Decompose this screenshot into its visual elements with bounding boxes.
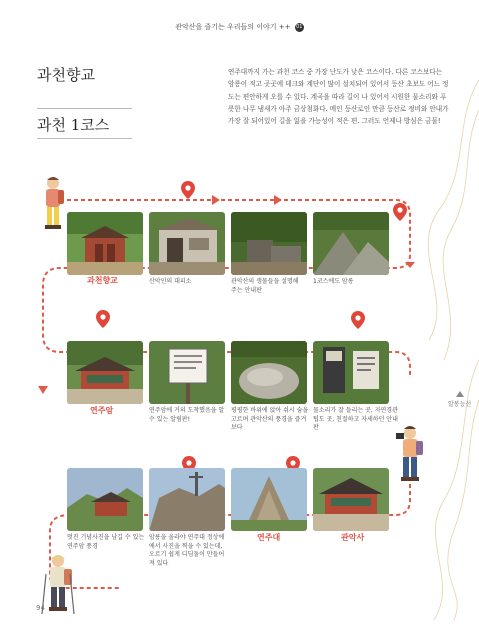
photo-yeonjuam-view xyxy=(67,468,143,531)
map-pin-icon xyxy=(393,203,407,221)
photo-mountaineer-shelter xyxy=(149,212,225,275)
header-number: 01 xyxy=(296,23,303,30)
caption-flat-rock: 평평한 바위에 앉아 쉬시 숨을 고르며 관악산의 풍경을 즐겨보다 xyxy=(231,407,309,432)
caption-yeonjudae: 연주대 xyxy=(257,533,281,542)
caption-notice-board: 연주암에 거의 도착했음을 알 수 있는 알림판! xyxy=(149,407,225,423)
map-pin-icon xyxy=(181,181,195,199)
photo-notice-board xyxy=(149,341,225,404)
map-pin-icon xyxy=(351,311,365,329)
caption-course-rocks: 1코스에도 암릉 xyxy=(313,278,354,285)
hiker-with-poles-illustration xyxy=(40,552,76,616)
intro-paragraph: 연주대까지 가는 과천 코스 중 가장 난도가 낮은 코스이다. 다른 코스보다는 암릉이 적고 곳곳에 데크와 계단이 많이 설치되어 있어서 등산 초보도 어느 정도는 편안하게 오를 수 있다. 계곡을 따라 길이 나 있어서 시원한 물소리와 푸릇한 나무 냄새가 아주 금상첨화다. 메인 등산로인 만큼 등산로 정비와 안내가 가장 잘 되어있어 길을 잃을 가능성이 적은 편. 그러도 언제나 방심은 금물! xyxy=(228,68,449,126)
map-pin-icon xyxy=(96,310,110,328)
photo-yeonjudae xyxy=(231,468,307,531)
triangle-marker-icon xyxy=(456,391,464,397)
photo-course1-rocks xyxy=(313,212,389,275)
caption-yeonjuam: 연주암 xyxy=(90,406,114,415)
photo-rock-steps xyxy=(149,468,225,531)
caption-guide-sign: 물소리가 잘 들리는 곳, 자연경관 팁도 곳, 친절하고 자세하던 안내판 xyxy=(313,407,398,432)
caption-gwanaksa: 관악사 xyxy=(341,533,365,542)
side-label-albong-ridge xyxy=(448,391,471,408)
caption-info-board: 관악산의 생물들을 설명해주는 안내판 xyxy=(231,278,299,294)
caption-yeonjuam-view: 멋진 기념사진을 남길 수 있는 연주암 풍경 xyxy=(67,534,145,550)
page-number: 94 xyxy=(36,604,45,612)
caption-rock-steps: 암릉을 올라야 연주대 정상에에서 사진을 찍을 수 있는데, 오르기 쉽게 디딤돌이 만들어져 있다 xyxy=(149,534,225,567)
photo-guide-sign xyxy=(313,341,389,404)
photo-flat-rock xyxy=(231,341,307,404)
photo-yeonjuam xyxy=(67,341,143,404)
heading-gwacheon-hyanggyo: 과천향교 xyxy=(37,66,95,84)
photo-gwanaksa xyxy=(313,468,389,531)
hiker-illustration-top xyxy=(38,174,68,232)
header-title: 관악산을 즐기는 우리들의 이야기 ++ xyxy=(175,23,291,31)
photo-info-board xyxy=(231,212,307,275)
photo-gwacheon-hyanggyo xyxy=(67,212,143,275)
side-label-text: 알봉능선 xyxy=(448,401,472,408)
photographer-hiker-illustration xyxy=(392,423,426,485)
heading-course-1: 과천 1코스 xyxy=(37,116,110,134)
caption-gwacheon-hyanggyo: 과천향교 xyxy=(87,276,118,285)
caption-shelter: 산악인의 대피소 xyxy=(149,278,192,285)
